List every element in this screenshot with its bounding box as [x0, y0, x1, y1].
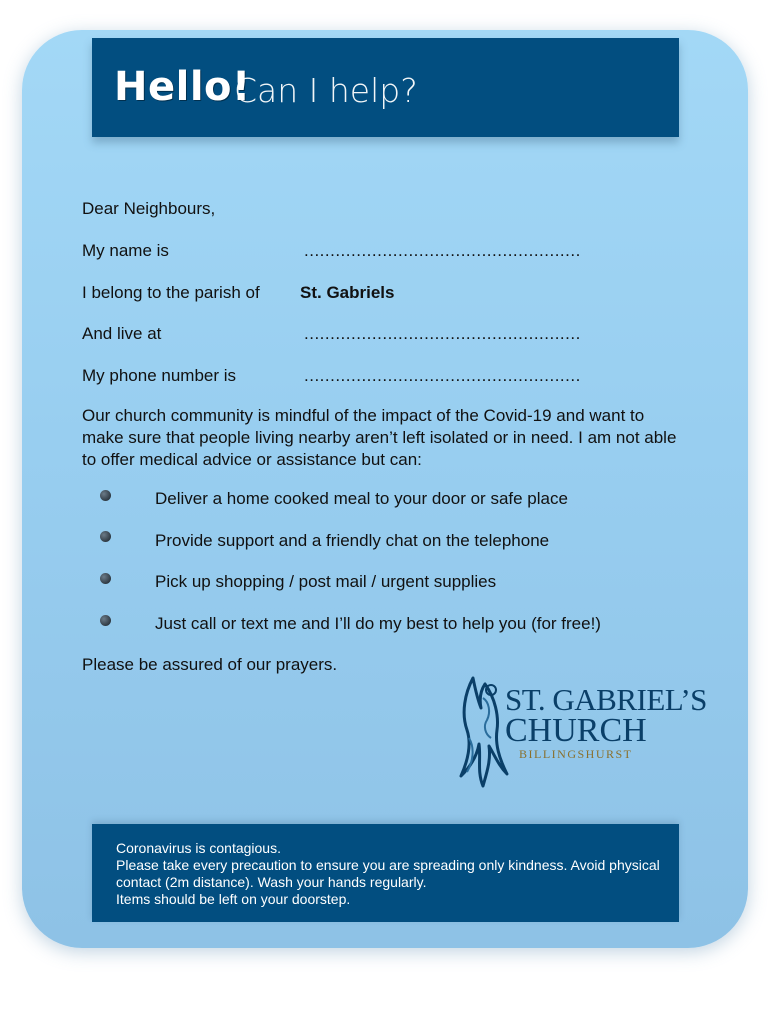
intro-paragraph: Our church community is mindful of the impact of the Covid-19 and want to make sure that people living nearby aren’t left isolated or in need. I am not able to offer medical advice or assistance but can:: [82, 406, 677, 469]
footer-banner: [92, 824, 679, 922]
address-label: And live at: [82, 324, 162, 343]
offer-item: Just call or text me and I’ll do my best to help you (for free!): [155, 614, 601, 633]
hello-heading: Hello!: [114, 64, 251, 110]
offer-item: Deliver a home cooked meal to your door or safe place: [155, 489, 568, 508]
footer-message: [116, 840, 676, 908]
bullet-icon: [100, 490, 111, 501]
footer-line: Items should be left on your doorstep.: [116, 891, 351, 907]
logo-line-town: BILLINGSHURST: [519, 747, 633, 761]
footer-line: Please take every precaution to ensure you are spreading only kindness. Avoid physical contact (2m distance). Wash your hands regularly.: [116, 857, 660, 890]
closing-line: Please be assured of our prayers.: [82, 655, 338, 674]
offer-item: Provide support and a friendly chat on the telephone: [155, 531, 550, 550]
parish-label: I belong to the parish of: [82, 283, 260, 302]
phone-blank: .....................................................: [304, 366, 581, 385]
can-help-heading: Can I help?: [234, 71, 418, 110]
bullet-icon: [100, 615, 111, 626]
footer-line: Coronavirus is contagious.: [116, 840, 281, 856]
church-logo: [455, 668, 707, 793]
bullet-icon: [100, 531, 111, 542]
parish-value: St. Gabriels: [300, 283, 395, 302]
phone-label: My phone number is: [82, 366, 237, 385]
address-blank: .....................................................: [304, 324, 581, 343]
greeting: Dear Neighbours,: [82, 199, 216, 218]
logo-line-saint: ST. GABRIEL’S: [505, 682, 707, 717]
name-blank: .....................................................: [304, 241, 581, 260]
offer-item: Pick up shopping / post mail / urgent supplies: [155, 572, 497, 591]
logo-line-church: CHURCH: [505, 712, 647, 749]
bullet-icon: [100, 573, 111, 584]
name-label: My name is: [82, 241, 169, 260]
header-banner: [92, 38, 679, 137]
